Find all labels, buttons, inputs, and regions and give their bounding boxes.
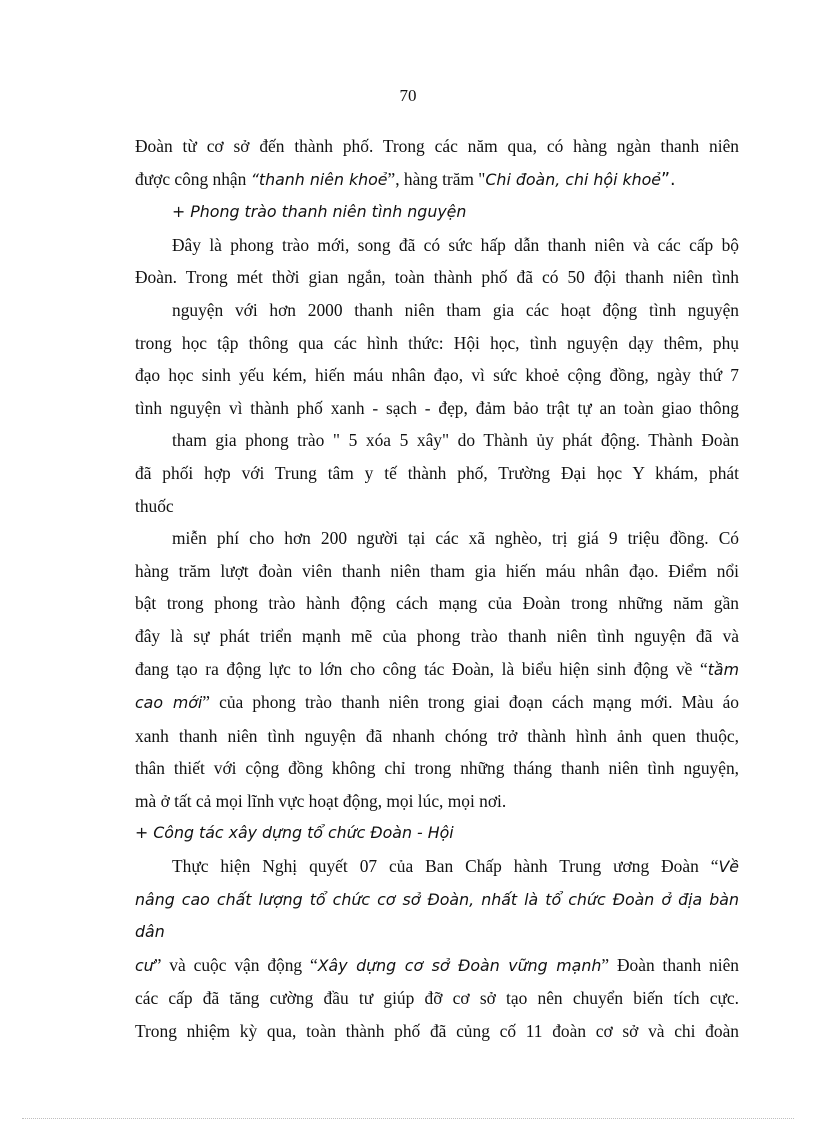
text-run: ”. — [661, 169, 676, 190]
text-line: bật trong phong trào hành động cách mạng của Đoàn trong những năm gần — [135, 593, 739, 614]
text-line — [135, 850, 739, 884]
text-line: nguyện với hơn 2000 thanh niên tham gia các hoạt động tình nguyện — [172, 299, 739, 320]
text-line: thuốc — [135, 495, 174, 516]
text-line: tham gia phong trào " 5 xóa 5 xây" do Thành ủy phát động. Thành Đoàn — [172, 430, 739, 451]
paragraph-3 — [135, 850, 739, 1048]
italic-quote: Xây dựng cơ sở Đoàn vững mạnh — [317, 955, 602, 975]
text-line: nâng cao chất lượng tổ chức cơ sở Đoàn, nhất là tổ chức Đoàn ở địa bàn dân — [135, 889, 739, 942]
italic-quote: cao mới — [135, 693, 203, 713]
text-line — [135, 163, 739, 197]
section-heading-organization: + Công tác xây dựng tổ chức Đoàn - Hội — [135, 823, 454, 843]
text-line: tình nguyện vì thành phố xanh - sạch - đẹp, đảm bảo trật tự an toàn giao thông — [135, 397, 739, 418]
text-line: trong học tập thông qua các hình thức: Hội học, tình nguyện dạy thêm, phụ — [135, 332, 739, 353]
text-run: Thực hiện Nghị quyết 07 của Ban Chấp hành Trung ương Đoàn “ — [172, 856, 719, 877]
text-run: được công nhận — [135, 168, 251, 189]
italic-quote: Chi đoàn, chi hội khoẻ — [485, 169, 662, 189]
text-line: đã phối hợp với Trung tâm y tế thành phố, Trường Đại học Y khám, phát — [135, 462, 739, 483]
text-line: các cấp đã tăng cường đầu tư giúp đỡ cơ sở tạo nên chuyển biến tích cực. — [135, 988, 739, 1009]
italic-quote: Về — [718, 857, 739, 877]
text-run: ” của phong trào thanh niên trong giai đoạn cách mạng mới. Màu áo — [202, 692, 739, 713]
document-body — [135, 130, 739, 1048]
italic-quote: cư — [135, 955, 154, 975]
paragraph-1 — [135, 130, 739, 196]
text-line: Trong nhiệm kỳ qua, toàn thành phố đã củng cố 11 đoàn cơ sở và chi đoàn — [135, 1021, 739, 1042]
text-line: đây là sự phát triển mạnh mẽ của phong trào thanh niên tình nguyện đã và — [135, 625, 739, 646]
text-line: miễn phí cho hơn 200 người tại các xã nghèo, trị giá 9 triệu đồng. Có — [172, 528, 739, 549]
text-line: hàng trăm lượt đoàn viên thanh niên tham gia hiến máu nhân đạo. Điểm nổi — [135, 560, 739, 581]
text-line — [135, 686, 739, 720]
italic-quote: “thanh niên khoẻ — [250, 169, 388, 189]
text-line: xanh thanh niên tình nguyện đã nhanh chóng trở thành hình ảnh quen thuộc, — [135, 725, 739, 746]
section-heading-volunteer: + Phong trào thanh niên tình nguyện — [172, 202, 467, 222]
text-line — [135, 653, 739, 687]
text-run: ” và cuộc vận động “ — [153, 954, 318, 975]
text-line — [135, 949, 739, 983]
footer-dotted-rule — [22, 1118, 794, 1119]
text-line: mà ở tất cả mọi lĩnh vực hoạt động, mọi lúc, mọi nơi. — [135, 790, 507, 811]
text-run: ”, hàng trăm " — [387, 168, 486, 189]
text-line: Đoàn từ cơ sở đến thành phố. Trong các năm qua, có hàng ngàn thanh niên — [135, 136, 739, 156]
text-run: đang tạo ra động lực to lớn cho công tác Đoàn, là biểu hiện sinh động về “ — [135, 658, 708, 679]
text-line: Đây là phong trào mới, song đã có sức hấp dẫn thanh niên và các cấp bộ — [172, 234, 739, 255]
paragraph-2 — [135, 229, 739, 818]
text-run: ” Đoàn thanh niên — [601, 954, 739, 975]
page-number: 70 — [399, 86, 417, 105]
italic-quote: tầm — [707, 659, 739, 679]
text-line: Đoàn. Trong mét thời gian ngắn, toàn thành phố đã có 50 đội thanh niên tình — [135, 267, 739, 288]
text-line: đạo học sinh yếu kém, hiến máu nhân đạo, vì sức khoẻ cộng đồng, ngày thứ 7 — [135, 365, 739, 386]
text-line: thân thiết với cộng đồng không chỉ trong những tháng thanh niên tình nguyện, — [135, 758, 739, 779]
